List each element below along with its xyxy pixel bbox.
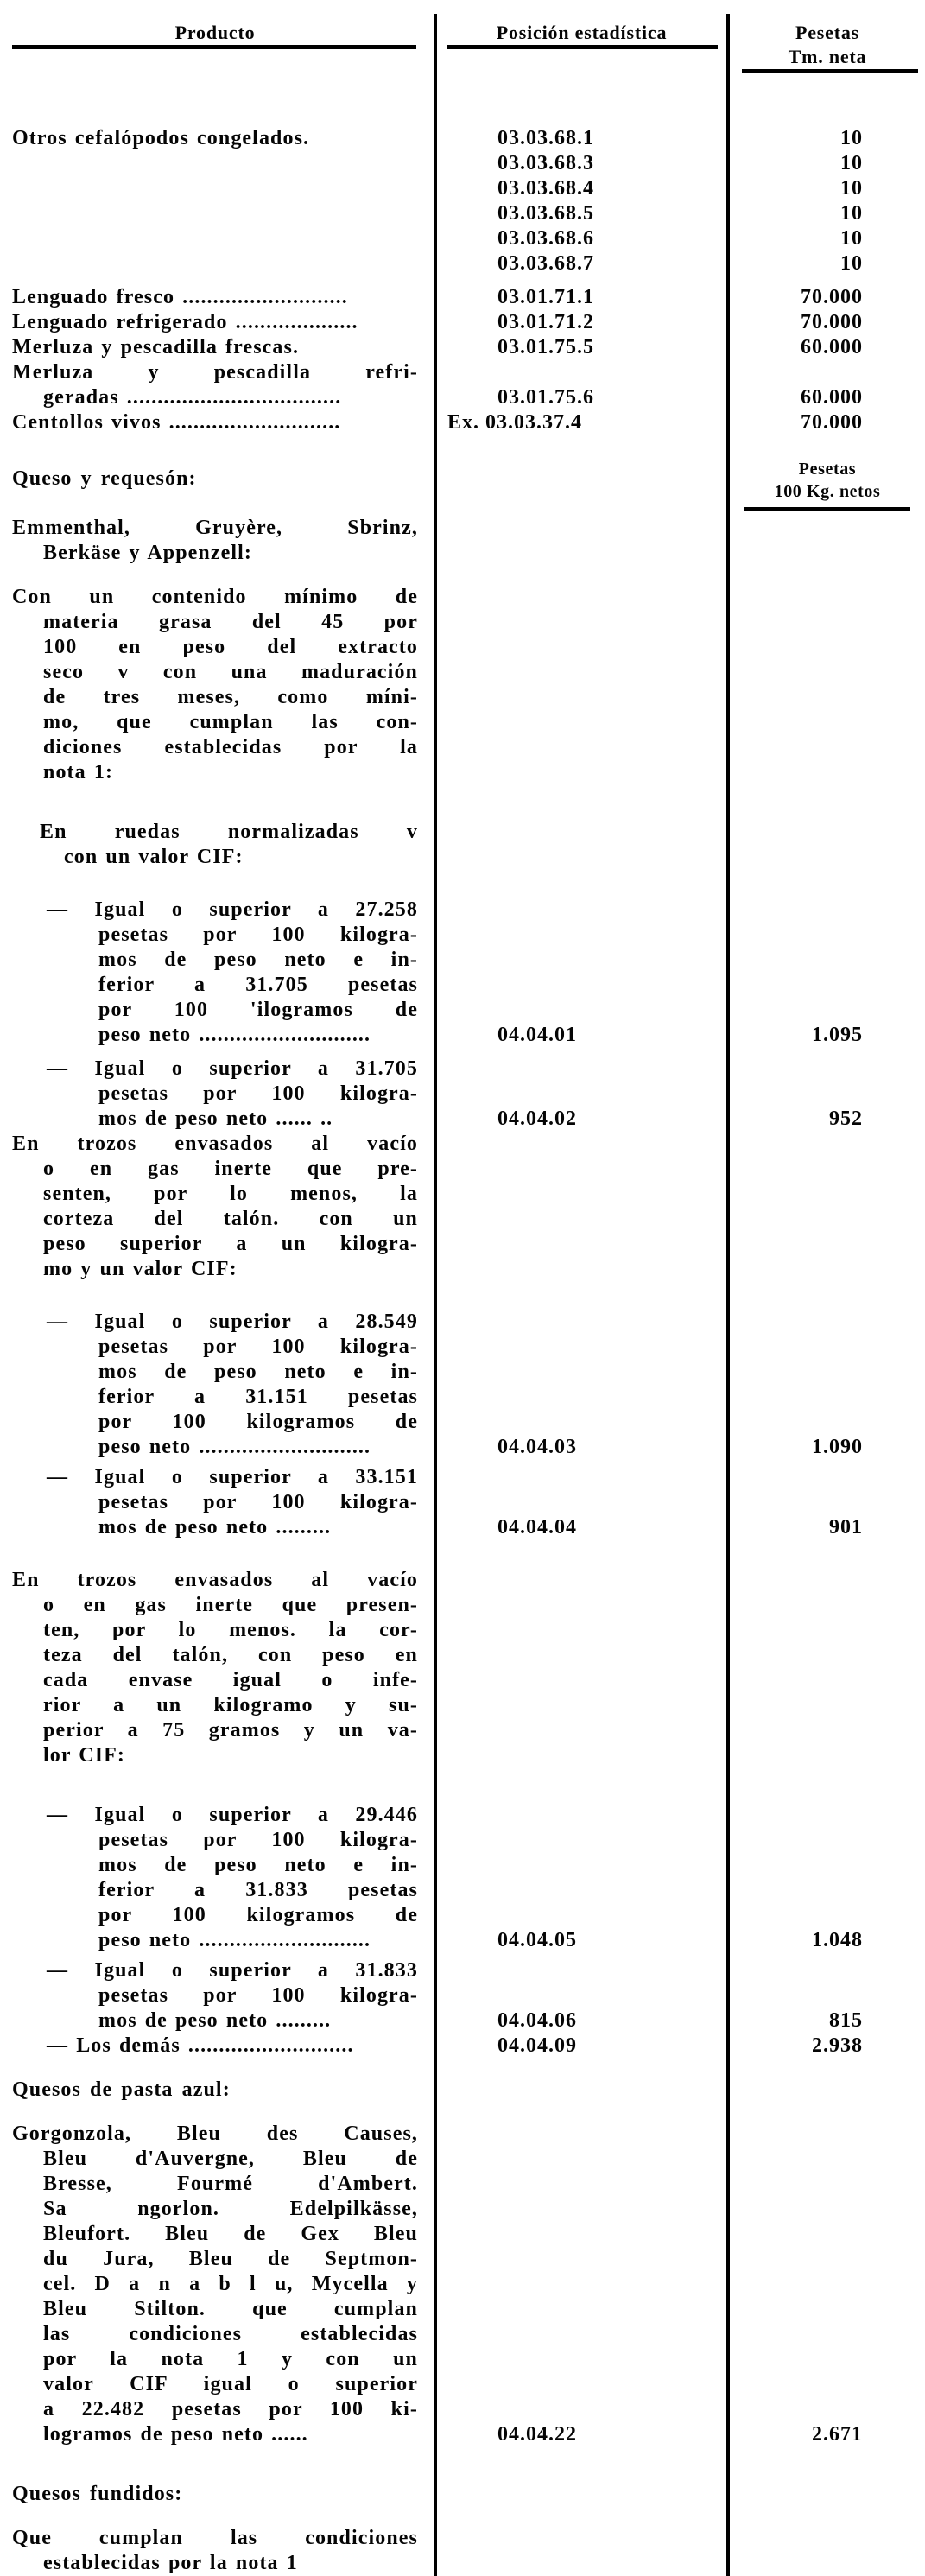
value-cell: [730, 335, 925, 360]
product-line: pesetas por 100 kilogra-: [98, 923, 418, 946]
product-cell: [0, 1953, 437, 2034]
product-paragraph: [12, 1056, 418, 1132]
product-cell: [0, 85, 437, 276]
product-line: mos de peso neto .........: [98, 1516, 332, 1539]
code-cell: [437, 435, 730, 511]
product-line: mo y un valor CIF:: [43, 1258, 238, 1280]
table-row: [0, 511, 925, 566]
statistical-code: Ex. 03.03.37.4: [447, 411, 583, 434]
product-line: peso superior a un kilogra-: [43, 1233, 418, 1255]
product-paragraph: [12, 2122, 418, 2447]
value-cell: [730, 870, 925, 1048]
table-row: [0, 1540, 925, 1768]
value-cell: [730, 2059, 925, 2103]
duty-value: 901: [829, 1516, 863, 1539]
value-cell: [730, 1768, 925, 1953]
product-cell: [0, 785, 437, 870]
table-row: [0, 2507, 925, 2576]
header-cell-posicion: [437, 14, 730, 85]
product-line: logramos de peso neto ......: [43, 2423, 308, 2446]
duty-value: 10: [840, 177, 863, 200]
table-row: [0, 1282, 925, 1460]
product-paragraph: [12, 516, 418, 566]
value-cell: [730, 511, 925, 566]
product-line: mos de peso neto ...... ..: [98, 1107, 333, 1130]
section-heading: Quesos fundidos:: [12, 2483, 183, 2505]
product-line: du Jura, Bleu de Septmon-: [43, 2248, 418, 2270]
code-cell: [437, 1953, 730, 2034]
code-cell: [437, 1282, 730, 1460]
code-cell: [437, 2103, 730, 2447]
table-row: [0, 785, 925, 870]
product-line: Merluza y pescadilla frescas.: [12, 336, 300, 358]
product-line: Que cumplan las condiciones: [12, 2527, 418, 2549]
code-cell: [437, 1768, 730, 1953]
product-paragraph: [12, 1568, 418, 1768]
product-cell: [0, 2059, 437, 2103]
product-line: ten, por lo menos. la cor-: [43, 1619, 418, 1641]
product-line: mos de peso neto e in-: [98, 1361, 418, 1383]
code-cell: [437, 1540, 730, 1768]
product-paragraph: [12, 335, 418, 360]
product-line: — Igual o superior a 31.833: [47, 1959, 418, 1982]
product-line: diciones establecidas por la: [43, 736, 418, 758]
product-line: cada envase igual o infe-: [43, 1669, 418, 1691]
table-row: [0, 360, 925, 410]
product-cell: [0, 511, 437, 566]
duty-value: 10: [840, 202, 863, 225]
product-line: o en gas inerte que pre-: [43, 1158, 418, 1180]
product-paragraph: [12, 126, 418, 151]
duty-value: 952: [829, 1107, 863, 1130]
table-row: [0, 1132, 925, 1282]
product-paragraph: [12, 898, 418, 1048]
value-cell: [730, 360, 925, 410]
product-paragraph: [12, 410, 418, 435]
product-line: por 100 kilogramos de: [98, 1904, 418, 1926]
unit-line: Pesetas: [798, 460, 857, 479]
product-line: En trozos envasados al vacío: [12, 1569, 418, 1591]
column-header-posicion: Posición estadística: [496, 22, 668, 43]
table-row: [0, 435, 925, 511]
duty-value: 70.000: [801, 286, 863, 308]
code-cell: [437, 2059, 730, 2103]
duty-value: 2.671: [812, 2423, 863, 2446]
product-line: mos de peso neto .........: [98, 2009, 332, 2032]
statistical-code: 03.03.68.4: [497, 177, 594, 200]
product-line: Gorgonzola, Bleu des Causes,: [12, 2122, 418, 2145]
statistical-code: 03.03.68.6: [497, 227, 594, 250]
value-cell: [730, 435, 925, 511]
product-line: o en gas inerte que presen-: [43, 1594, 418, 1616]
code-cell: [437, 870, 730, 1048]
product-line: — Igual o superior a 27.258: [47, 898, 418, 921]
product-cell: [0, 2447, 437, 2507]
product-line: En ruedas normalizadas v: [40, 821, 418, 843]
product-paragraph: [12, 820, 418, 870]
code-cell: [437, 2507, 730, 2576]
column-header-pesetas-line1: Pesetas: [795, 22, 860, 43]
product-line: por 100 kilogramos de: [98, 1411, 418, 1433]
product-line: pesetas por 100 kilogra-: [98, 1984, 418, 2007]
table-row: [0, 1460, 925, 1540]
code-cell: [437, 511, 730, 566]
product-line: por 100 'ilogramos de: [98, 999, 418, 1021]
product-cell: [0, 1282, 437, 1460]
duty-value: 10: [840, 227, 863, 250]
product-line: Bleu d'Auvergne, Bleu de: [43, 2148, 418, 2170]
product-cell: [0, 870, 437, 1048]
product-line: lor CIF:: [43, 1744, 126, 1767]
table-body: [0, 85, 925, 2576]
product-cell: [0, 360, 437, 410]
product-cell: [0, 276, 437, 310]
statistical-code: 04.04.04: [497, 1516, 577, 1539]
value-cell: [730, 310, 925, 335]
column-header-pesetas-line2: Tm. neta: [788, 46, 867, 67]
table-row: [0, 1768, 925, 1953]
product-line: Emmenthal, Gruyère, Sbrinz,: [12, 517, 418, 539]
code-cell: [437, 1460, 730, 1540]
statistical-code: 03.01.75.6: [497, 386, 594, 409]
product-line: peso neto ............................: [98, 1024, 371, 1046]
statistical-code: 03.03.68.1: [497, 127, 594, 149]
product-line: pesetas por 100 kilogra-: [98, 1829, 418, 1851]
column-header-producto: Producto: [174, 22, 256, 43]
code-cell: [437, 566, 730, 785]
value-cell: [730, 1048, 925, 1132]
table-header-row: [0, 14, 925, 85]
code-cell: [437, 2034, 730, 2059]
value-cell: [730, 785, 925, 870]
product-line: las condiciones establecidas: [43, 2323, 418, 2345]
table-row: [0, 1048, 925, 1132]
header-rule: [447, 45, 718, 49]
statistical-code: 03.03.68.7: [497, 252, 594, 275]
statistical-code: 03.01.75.5: [497, 336, 594, 358]
statistical-code: 04.04.22: [497, 2423, 577, 2446]
product-line: Bresse, Fourmé d'Ambert.: [43, 2173, 418, 2195]
table-row: [0, 335, 925, 360]
product-line: peso neto ............................: [98, 1929, 371, 1951]
product-line: teza del talón, con peso en: [43, 1644, 418, 1666]
product-line: materia grasa del 45 por: [43, 611, 418, 633]
product-line: — Los demás ...........................: [47, 2034, 354, 2057]
product-cell: [0, 1540, 437, 1768]
statistical-code: 04.04.06: [497, 2009, 577, 2032]
product-paragraph: [12, 310, 418, 335]
table-row: [0, 1953, 925, 2034]
product-line: Lenguado refrigerado ....................: [12, 311, 358, 333]
table-row: [0, 566, 925, 785]
product-line: corteza del talón. con un: [43, 1208, 418, 1230]
product-line: Centollos vivos ............................: [12, 411, 341, 434]
code-cell: [437, 335, 730, 360]
product-line: — Igual o superior a 31.705: [47, 1057, 418, 1080]
product-cell: [0, 410, 437, 435]
product-line: cel. D a n a b l u, Mycella y: [43, 2273, 418, 2295]
value-cell: [730, 1540, 925, 1768]
table-row: [0, 2059, 925, 2103]
table-row: [0, 85, 925, 276]
duty-value: 70.000: [801, 411, 863, 434]
header-rule: [12, 45, 416, 49]
product-paragraph: [12, 2034, 418, 2059]
product-line: — Igual o superior a 33.151: [47, 1466, 418, 1488]
header-rule: [742, 69, 918, 73]
code-cell: [437, 1048, 730, 1132]
duty-value: 10: [840, 127, 863, 149]
code-cell: [437, 85, 730, 276]
header-cell-producto: [0, 14, 437, 85]
product-line: ferior a 31.833 pesetas: [98, 1879, 418, 1901]
unit-line: 100 Kg. netos: [774, 482, 881, 501]
product-paragraph: [12, 360, 418, 410]
code-cell: [437, 276, 730, 310]
product-line: rior a un kilogramo y su-: [43, 1694, 418, 1716]
statistical-code: 04.04.09: [497, 2034, 577, 2057]
product-line: mo, que cumplan las con-: [43, 711, 418, 733]
statistical-code: 03.03.68.5: [497, 202, 594, 225]
value-cell: [730, 2507, 925, 2576]
code-cell: [437, 1132, 730, 1282]
value-cell: [730, 1460, 925, 1540]
value-cell: [730, 85, 925, 276]
product-cell: [0, 1768, 437, 1953]
table-row: [0, 2034, 925, 2059]
code-cell: [437, 360, 730, 410]
statistical-code: 04.04.02: [497, 1107, 577, 1130]
duty-value: 10: [840, 152, 863, 174]
duty-value: 1.095: [812, 1024, 863, 1046]
product-cell: [0, 2034, 437, 2059]
duty-value: 70.000: [801, 311, 863, 333]
product-line: geradas ...................................: [43, 386, 342, 409]
product-line: ferior a 31.151 pesetas: [98, 1386, 418, 1408]
product-line: pesetas por 100 kilogra-: [98, 1491, 418, 1513]
duty-value: 1.048: [812, 1929, 863, 1951]
product-paragraph: [12, 285, 418, 310]
statistical-code: 03.01.71.1: [497, 286, 594, 308]
product-cell: [0, 1048, 437, 1132]
product-line: Otros cefalópodos congelados.: [12, 127, 310, 149]
product-line: perior a 75 gramos y un va-: [43, 1719, 418, 1742]
product-line: — Igual o superior a 29.446: [47, 1804, 418, 1826]
product-line: ferior a 31.705 pesetas: [98, 974, 418, 996]
product-line: seco v con una maduración: [43, 661, 418, 683]
code-cell: [437, 410, 730, 435]
duty-value: 10: [840, 252, 863, 275]
product-line: En trozos envasados al vacío: [12, 1133, 418, 1155]
value-cell: [730, 2103, 925, 2447]
duty-value: 2.938: [812, 2034, 863, 2057]
value-cell: [730, 2447, 925, 2507]
product-cell: [0, 310, 437, 335]
value-cell: [730, 276, 925, 310]
product-line: senten, por lo menos, la: [43, 1183, 418, 1205]
section-heading: Queso y requesón:: [12, 467, 197, 490]
product-cell: [0, 566, 437, 785]
product-paragraph: [12, 1465, 418, 1540]
table-row: [0, 2103, 925, 2447]
product-line: a 22.482 pesetas por 100 ki-: [43, 2398, 418, 2421]
product-line: pesetas por 100 kilogra-: [98, 1082, 418, 1105]
table-row: [0, 410, 925, 435]
product-line: Berkäse y Appenzell:: [43, 542, 252, 564]
product-line: pesetas por 100 kilogra-: [98, 1336, 418, 1358]
product-line: 100 en peso del extracto: [43, 636, 418, 658]
statistical-code: 03.01.71.2: [497, 311, 594, 333]
code-cell: [437, 310, 730, 335]
value-cell: [730, 2034, 925, 2059]
duty-value: 60.000: [801, 386, 863, 409]
value-cell: [730, 1282, 925, 1460]
product-line: por la nota 1 y con un: [43, 2348, 418, 2370]
product-cell: [0, 2103, 437, 2447]
statistical-code: 03.03.68.3: [497, 152, 594, 174]
product-line: — Igual o superior a 28.549: [47, 1310, 418, 1333]
value-cell: [730, 1953, 925, 2034]
product-line: establecidas por la nota 1: [43, 2552, 298, 2574]
product-cell: [0, 1460, 437, 1540]
product-paragraph: [12, 1310, 418, 1460]
statistical-code: 04.04.01: [497, 1024, 577, 1046]
product-cell: [0, 435, 437, 511]
code-cell: [437, 785, 730, 870]
value-cell: [730, 1132, 925, 1282]
product-line: con un valor CIF:: [64, 846, 244, 868]
product-line: Lenguado fresco ...........................: [12, 286, 348, 308]
value-cell: [730, 410, 925, 435]
duty-value: 815: [829, 2009, 863, 2032]
product-line: Bleu Stilton. que cumplan: [43, 2298, 418, 2320]
product-paragraph: [12, 585, 418, 785]
product-paragraph: [12, 1958, 418, 2034]
product-line: peso neto ............................: [98, 1436, 371, 1458]
product-line: Con un contenido mínimo de: [12, 586, 418, 608]
product-cell: [0, 2507, 437, 2576]
product-line: mos de peso neto e in-: [98, 949, 418, 971]
header-cell-pesetas: [730, 14, 925, 85]
unit-subheader: [730, 454, 925, 511]
product-line: Merluza y pescadilla refri-: [12, 361, 418, 384]
table-row: [0, 870, 925, 1048]
product-line: mos de peso neto e in-: [98, 1854, 418, 1876]
product-line: nota 1:: [43, 761, 114, 784]
table-row: [0, 2447, 925, 2507]
statistical-code: 04.04.03: [497, 1436, 577, 1458]
product-line: Sa ngorlon. Edelpilkässe,: [43, 2198, 418, 2220]
table-row: [0, 310, 925, 335]
product-line: valor CIF igual o superior: [43, 2373, 418, 2395]
product-line: Bleufort. Bleu de Gex Bleu: [43, 2223, 418, 2245]
product-paragraph: [12, 2526, 418, 2576]
code-cell: [437, 2447, 730, 2507]
product-cell: [0, 335, 437, 360]
duty-value: 60.000: [801, 336, 863, 358]
statistical-code: 04.04.05: [497, 1929, 577, 1951]
product-paragraph: [12, 1803, 418, 1953]
section-heading: Quesos de pasta azul:: [12, 2078, 231, 2101]
product-line: de tres meses, como míni-: [43, 686, 418, 708]
product-cell: [0, 1132, 437, 1282]
duty-value: 1.090: [812, 1436, 863, 1458]
table-row: [0, 276, 925, 310]
product-paragraph: [12, 1132, 418, 1282]
value-cell: [730, 566, 925, 785]
